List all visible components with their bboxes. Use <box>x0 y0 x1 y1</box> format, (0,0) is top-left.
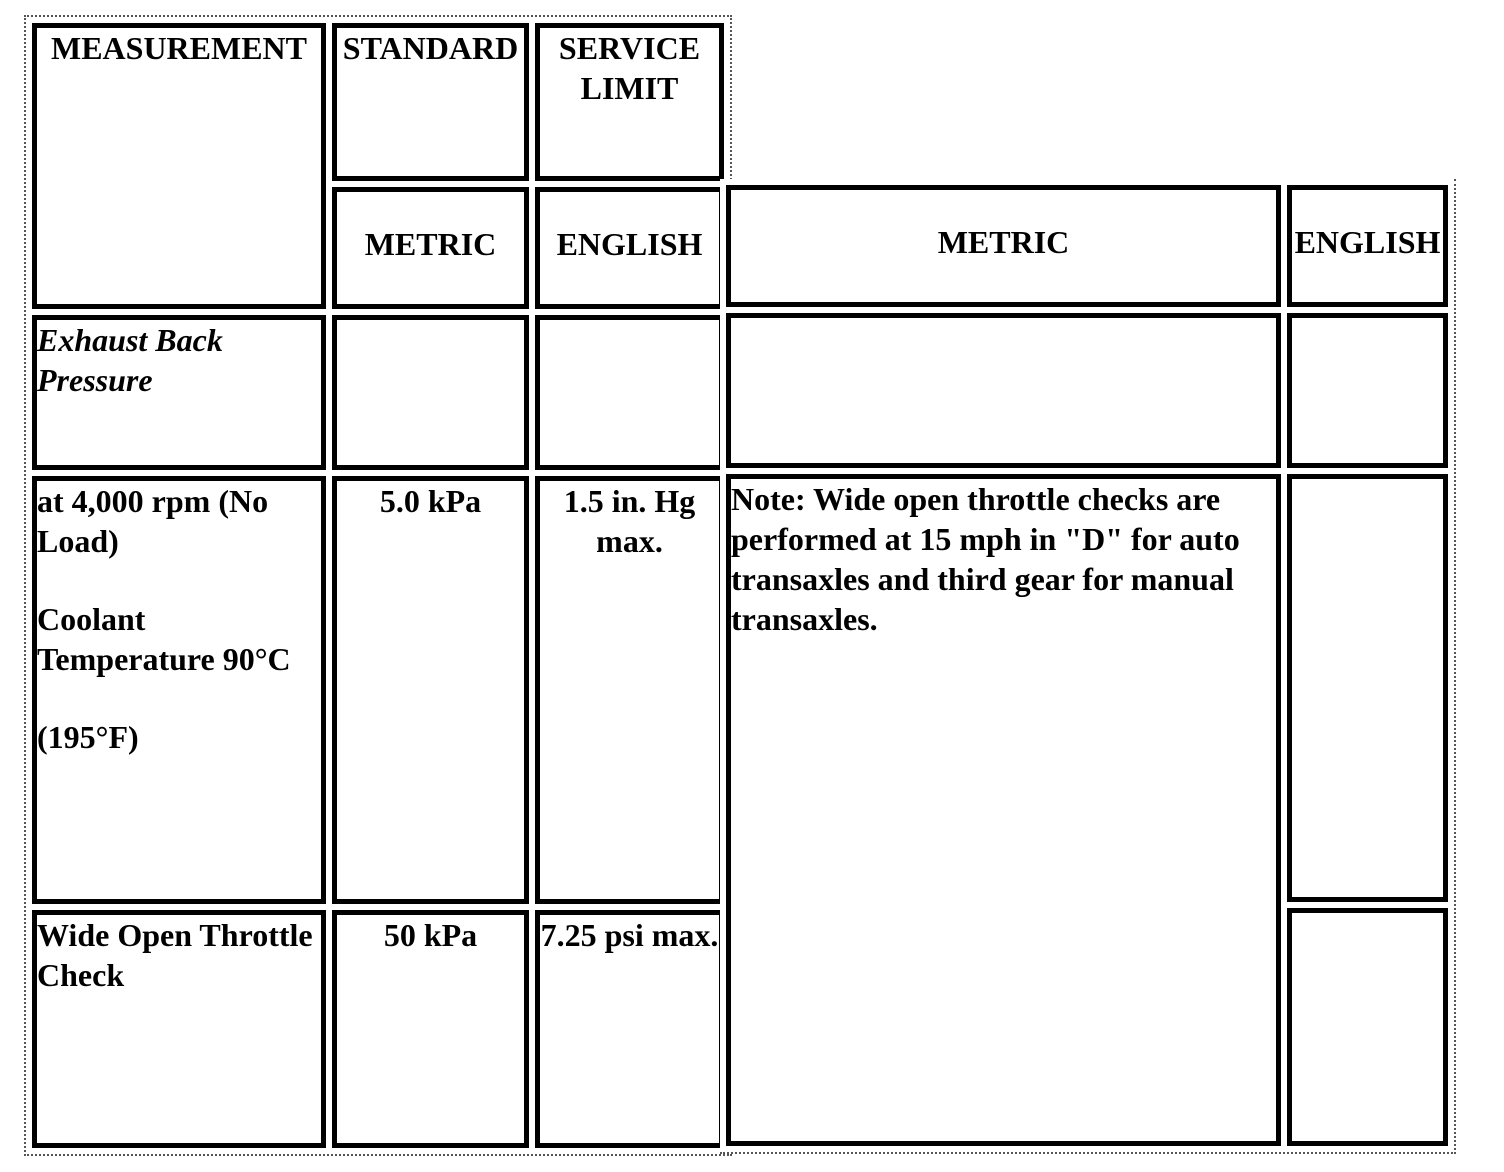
english-value-cell-empty <box>1287 474 1448 902</box>
header-row <box>726 185 1448 307</box>
metric-value-cell: 50 kPa <box>332 910 529 1148</box>
table-row-note <box>726 474 1448 902</box>
header-row-1 <box>32 23 724 181</box>
metric-subheader-cell: METRIC <box>726 185 1281 307</box>
table-row-at-4000-rpm <box>32 476 724 904</box>
english-value-cell: 7.25 psi max. <box>535 910 724 1148</box>
table-row <box>726 313 1448 468</box>
service-limit-header-cell: SERVICE LIMIT <box>535 23 724 181</box>
standard-metric-subheader-cell: METRIC <box>332 187 529 309</box>
english-value-cell-empty <box>1287 313 1448 468</box>
metric-value-cell-empty <box>332 315 529 470</box>
measurement-paragraph: Coolant Temperature 90°C <box>37 601 291 677</box>
measurement-spec-table <box>24 15 732 1156</box>
metric-value-cell-empty <box>726 313 1281 468</box>
standard-header-cell: STANDARD <box>332 23 529 181</box>
table-row-wide-open-throttle <box>32 910 724 1148</box>
english-value-cell: 1.5 in. Hg max. <box>535 476 724 904</box>
wide-open-throttle-note-cell: Note: Wide open throttle checks are performed at 15 mph in "D" for auto transaxles and third gear for manual transaxles. <box>726 474 1281 1146</box>
english-subheader-cell: ENGLISH <box>1287 185 1448 307</box>
measurement-header-cell: MEASUREMENT <box>32 23 326 309</box>
metric-value-cell: 5.0 kPa <box>332 476 529 904</box>
service-limit-english-subheader-cell: ENGLISH <box>535 187 724 309</box>
english-value-cell-empty <box>535 315 724 470</box>
measurement-label-wide-open-throttle-check: Wide Open Throttle Check <box>32 910 326 1148</box>
measurement-label-at-4000-rpm <box>32 476 326 904</box>
measurement-paragraph: at 4,000 rpm (No Load) <box>37 483 269 559</box>
table-row-exhaust-back-pressure <box>32 315 724 470</box>
note-spec-table <box>720 179 1456 1154</box>
measurement-label-exhaust-back-pressure: Exhaust Back Pressure <box>32 315 326 470</box>
measurement-paragraph: (195°F) <box>37 719 139 755</box>
english-value-cell-empty <box>1287 908 1448 1146</box>
